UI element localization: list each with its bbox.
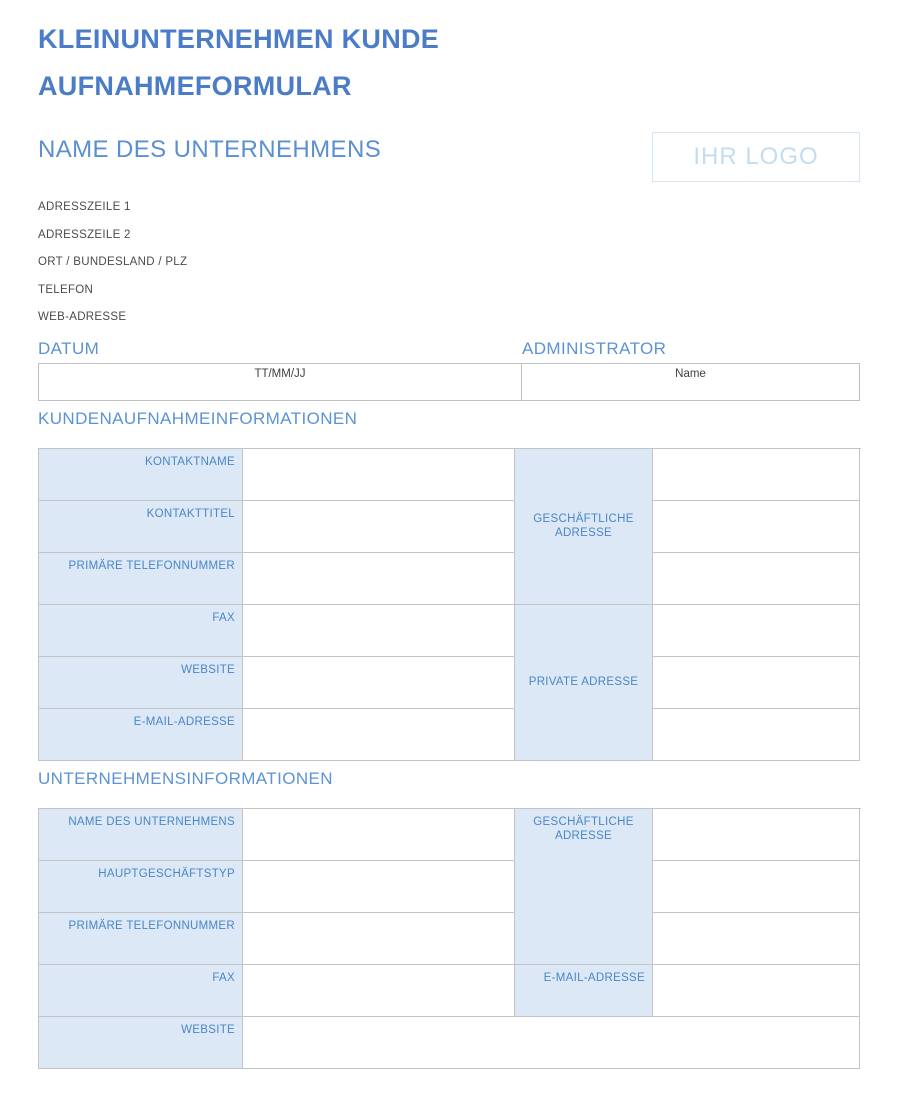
label-business-fax: FAX — [39, 965, 243, 1017]
address-line-2[interactable]: ADRESSZEILE 2 — [38, 228, 131, 241]
page-title — [38, 26, 860, 100]
meta-headings-row — [38, 340, 860, 363]
input-hauptgeschaeftstyp[interactable] — [243, 861, 515, 913]
logo-placeholder-box[interactable] — [652, 132, 860, 182]
page-title-line-2: AUFNAHMEFORMULAR — [38, 71, 352, 101]
business-section-heading: UNTERNEHMENSINFORMATIONEN — [38, 768, 333, 788]
input-website[interactable] — [243, 657, 515, 709]
input-geschaeftliche-adresse-2[interactable] — [653, 501, 860, 553]
input-kontakttitel[interactable] — [243, 501, 515, 553]
label-business-primaere-telefonnummer: PRIMÄRE TELEFONNUMMER — [39, 913, 243, 965]
customer-intake-table — [38, 448, 861, 761]
input-business-geschaeftliche-adresse-2[interactable] — [653, 861, 860, 913]
label-business-website: WEBSITE — [39, 1017, 243, 1069]
input-kontaktname[interactable] — [243, 449, 515, 501]
label-kontakttitel: KONTAKTTITEL — [39, 501, 243, 553]
label-private-adresse: PRIVATE ADRESSE — [515, 605, 653, 761]
input-email-adresse[interactable] — [243, 709, 515, 761]
label-geschaeftliche-adresse: GESCHÄFTLICHE ADRESSE — [515, 449, 653, 605]
label-business-geschaeftliche-adresse: GESCHÄFTLICHE ADRESSE — [515, 809, 653, 965]
administrator-heading: ADMINISTRATOR — [522, 338, 667, 358]
company-name-placeholder[interactable]: NAME DES UNTERNEHMENS — [38, 136, 382, 163]
company-address-block — [38, 202, 860, 324]
logo-placeholder-text: IHR LOGO — [693, 143, 819, 170]
input-private-adresse-1[interactable] — [653, 605, 860, 657]
label-website: WEBSITE — [39, 657, 243, 709]
date-input-cell[interactable]: TT/MM/JJ — [39, 364, 522, 400]
address-line-phone[interactable]: TELEFON — [38, 283, 94, 296]
input-business-email-adresse[interactable] — [653, 965, 860, 1017]
input-business-website[interactable] — [243, 1017, 860, 1069]
input-business-fax[interactable] — [243, 965, 515, 1017]
input-business-primaere-telefonnummer[interactable] — [243, 913, 515, 965]
label-hauptgeschaeftstyp: HAUPTGESCHÄFTSTYP — [39, 861, 243, 913]
label-primaere-telefonnummer: PRIMÄRE TELEFONNUMMER — [39, 553, 243, 605]
label-business-email-adresse: E-MAIL-ADRESSE — [515, 965, 653, 1017]
input-business-geschaeftliche-adresse-3[interactable] — [653, 913, 860, 965]
customer-section-heading: KUNDENAUFNAHMEINFORMATIONEN — [38, 408, 358, 428]
input-name-des-unternehmens[interactable] — [243, 809, 515, 861]
address-line-1[interactable]: ADRESSZEILE 1 — [38, 201, 131, 213]
administrator-input-cell[interactable]: Name — [675, 367, 706, 380]
page-title-line-1: KLEINUNTERNEHMEN KUNDE — [38, 24, 440, 54]
label-fax: FAX — [39, 605, 243, 657]
label-kontaktname: KONTAKTNAME — [39, 449, 243, 501]
label-name-des-unternehmens: NAME DES UNTERNEHMENS — [39, 809, 243, 861]
business-information-table — [38, 808, 861, 1069]
input-geschaeftliche-adresse-1[interactable] — [653, 449, 860, 501]
input-business-geschaeftliche-adresse-1[interactable] — [653, 809, 860, 861]
meta-table — [38, 363, 860, 401]
input-fax[interactable] — [243, 605, 515, 657]
date-heading: DATUM — [38, 338, 100, 358]
input-primaere-telefonnummer[interactable] — [243, 553, 515, 605]
address-line-city-state-zip[interactable]: ORT / BUNDESLAND / PLZ — [38, 256, 188, 268]
input-private-adresse-2[interactable] — [653, 657, 860, 709]
label-email-adresse: E-MAIL-ADRESSE — [39, 709, 243, 761]
company-header-row — [38, 132, 860, 182]
input-geschaeftliche-adresse-3[interactable] — [653, 553, 860, 605]
address-line-web[interactable]: WEB-ADRESSE — [38, 311, 127, 323]
input-private-adresse-3[interactable] — [653, 709, 860, 761]
